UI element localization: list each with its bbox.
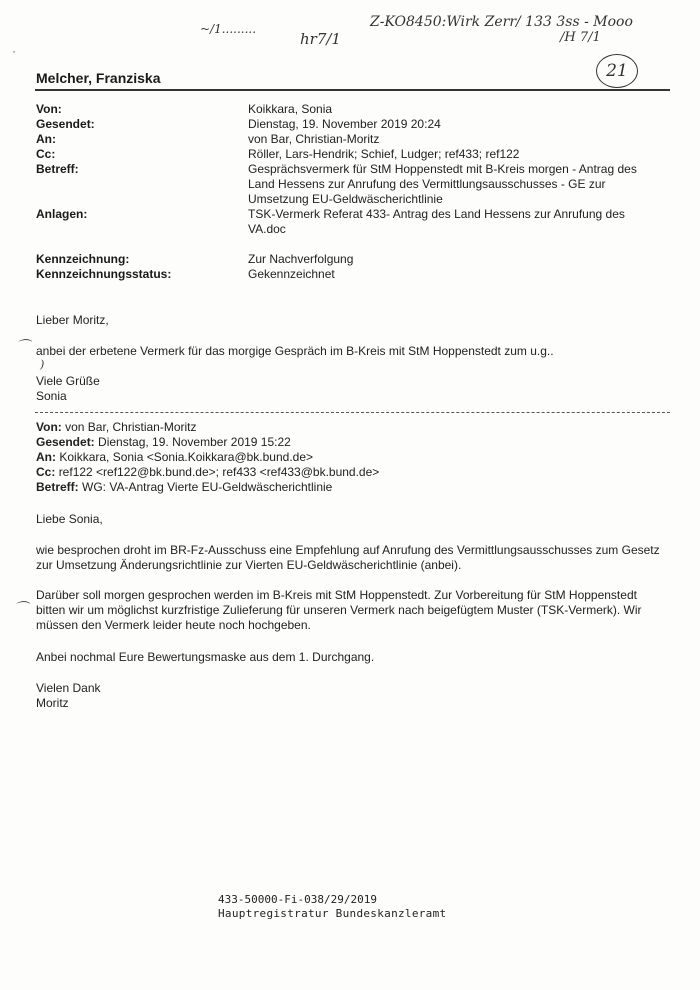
field-value: Dienstag, 19. November 2019 20:24 — [248, 117, 441, 131]
paragraph-line: müssen den Vermerk leider heute noch hochgeben. — [36, 618, 311, 632]
field-value: Koikkara, Sonia — [248, 102, 333, 116]
handwritten-annotation-right: Z-KO8450:Wirk Zerr/ 133 3ss - Mooo — [370, 14, 633, 30]
inner-to-label: An: — [36, 450, 56, 464]
inner-signature: Moritz — [36, 696, 69, 710]
subject-line: Land Hessens zur Anrufung des Vermittlungsausschusses - GE zur — [248, 177, 606, 191]
greeting: Lieber Moritz, — [36, 313, 109, 327]
attachment-filename[interactable]: TSK-Vermerk Referat 433- Antrag des Land Hessens zur Anrufung des — [248, 207, 625, 221]
subject-label: Betreff: — [36, 162, 79, 176]
margin-mark-icon: ⌒ — [14, 601, 28, 617]
field-label: Von: — [36, 102, 62, 116]
inner-from — [36, 420, 197, 435]
margin-mark-icon: ⌒ — [16, 339, 30, 355]
paragraph-line: bitten wir um möglichst kurzfristige Zulieferung für unseren Vermerk nach beigefügtem Muster (TSK-Vermerk). Wir — [36, 603, 642, 617]
inner-to-value: Koikkara, Sonia <Sonia.Koikkara@bk.bund.de> — [59, 450, 314, 464]
inner-cc-value: ref122 <ref122@bk.bund.de>; ref433 <ref433@bk.bund.de> — [58, 465, 380, 479]
paragraph-line: Darüber soll morgen gesprochen werden im B-Kreis mit StM Hoppenstedt. Zur Vorbereitung für StM Hoppenstedt — [36, 588, 637, 602]
page-number-circle: 21 — [596, 54, 638, 88]
attachments-label: Anlagen: — [36, 207, 88, 221]
flag-status-value: Gekennzeichnet — [248, 267, 335, 281]
header-rule — [35, 89, 670, 91]
inner-from-value: von Bar, Christian-Moritz — [65, 420, 197, 434]
inner-sent-value: Dienstag, 19. November 2019 15:22 — [98, 435, 291, 449]
inner-sent-label: Gesendet: — [36, 435, 95, 449]
handwritten-annotation-left: ~/1......... — [200, 22, 257, 36]
field-label: Cc: — [36, 147, 56, 161]
inner-closing: Vielen Dank — [36, 681, 101, 695]
inner-sent — [36, 435, 291, 450]
field-value: Röller, Lars-Hendrik; Schief, Ludger; ref433; ref122 — [248, 147, 520, 161]
inner-subject-value: WG: VA-Antrag Vierte EU-Geldwäscherichtlinie — [82, 480, 333, 494]
subject-line: Umsetzung EU-Geldwäscherichtlinie — [248, 192, 443, 206]
paragraph-line: wie besprochen droht im BR-Fz-Ausschuss eine Empfehlung auf Anrufung des Vermittlungsausschusses zum Gesetz — [36, 543, 660, 557]
margin-bracket-icon: ) — [40, 358, 45, 371]
attachment-filename[interactable]: VA.doc — [248, 222, 286, 236]
inner-subject — [36, 480, 332, 495]
field-label: Gesendet: — [36, 117, 95, 131]
signature: Sonia — [36, 389, 67, 403]
registry-stamp-office: Hauptregistratur Bundeskanzleramt — [218, 907, 447, 920]
closing: Viele Grüße — [36, 374, 100, 388]
inner-cc-label: Cc: — [36, 465, 56, 479]
inner-cc — [36, 465, 379, 480]
handwritten-initials: hr7/1 — [300, 30, 341, 48]
inner-greeting: Liebe Sonia, — [36, 512, 103, 526]
registry-stamp-number: 433-50000-Fi-038/29/2019 — [218, 893, 377, 906]
scan-speck-icon: · — [12, 44, 16, 58]
quote-separator — [35, 412, 670, 413]
handwritten-annotation-right-2: /H 7/1 — [560, 30, 601, 45]
flag-status-label: Kennzeichnungsstatus: — [36, 267, 172, 281]
paragraph-line: Anbei nochmal Eure Bewertungsmaske aus dem 1. Durchgang. — [36, 650, 375, 664]
body-text: anbei der erbetene Vermerk für das morgige Gespräch im B-Kreis mit StM Hoppenstedt zum u.g.. — [36, 344, 554, 358]
inner-subject-label: Betreff: — [36, 480, 79, 494]
inner-from-label: Von: — [36, 420, 62, 434]
flag-value: Zur Nachverfolgung — [248, 252, 354, 266]
paragraph-line: zur Umsetzung Änderungsrichtlinie zur Vierten EU-Geldwäscherichtlinie (anbei). — [36, 558, 462, 572]
field-label: An: — [36, 132, 56, 146]
sender-name-header: Melcher, Franziska — [36, 70, 161, 86]
subject-line: Gesprächsvermerk für StM Hoppenstedt mit B-Kreis morgen - Antrag des — [248, 162, 637, 176]
inner-to — [36, 450, 313, 465]
flag-label: Kennzeichnung: — [36, 252, 130, 266]
field-value: von Bar, Christian-Moritz — [248, 132, 380, 146]
